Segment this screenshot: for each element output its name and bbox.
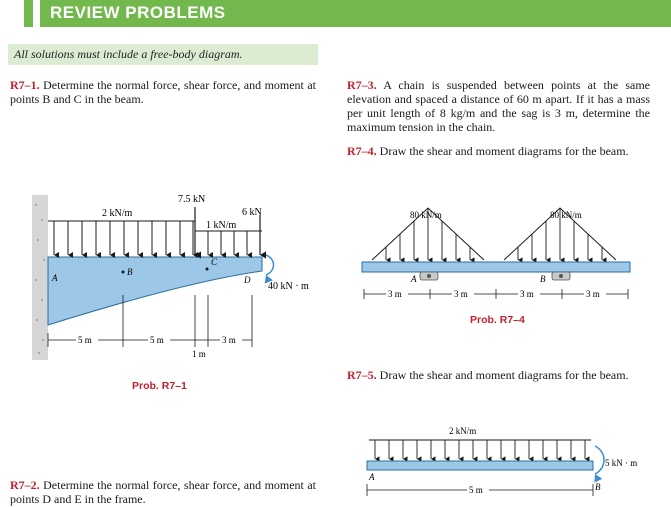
dimension-label: 5 m: [150, 335, 164, 345]
point-marker: [122, 271, 125, 274]
support-a: [420, 272, 438, 280]
dimension-label: 3 m: [388, 289, 402, 299]
point-label: C: [211, 257, 218, 267]
load-label: 2 kN/m: [102, 208, 133, 219]
problem-text: Draw the shear and moment diagrams for the beam.: [379, 144, 629, 158]
load-arrows: [375, 440, 585, 459]
moment-arrow: [266, 255, 274, 275]
dimension-label: 3 m: [454, 289, 468, 299]
problem-text: Determine the normal force, shear force, and moment at points B and C in the beam.: [10, 78, 317, 106]
figure-r7-1: [30, 185, 320, 365]
load-label: 7.5 kN: [178, 194, 206, 205]
support-b: [552, 272, 570, 280]
point-marker: [206, 268, 209, 271]
problem-number: R7–5.: [347, 368, 377, 382]
problem-text: Draw the shear and moment diagrams for the beam.: [379, 368, 629, 382]
load-label: 1 kN/m: [206, 220, 237, 231]
problem-number: R7–2.: [10, 478, 40, 492]
load-label: 2 kN/m: [449, 426, 477, 436]
moment-arrow: [595, 446, 604, 474]
dimension-label: 1 m: [192, 349, 206, 359]
point-label: A: [369, 472, 375, 482]
load-label: 80 kN/m: [410, 210, 442, 220]
problem-text: A chain is suspended between points at the same elevation and spaced a distance of 60 m apart. If it has a mass per unit length of 8 kg/m and the sag is 3 m, determine the maximum tension in the chain.: [347, 78, 650, 134]
dimension-label: 3 m: [520, 289, 534, 299]
moment-label: 40 kN · m: [268, 281, 309, 292]
dimension-label: 3 m: [586, 289, 600, 299]
beam: [367, 461, 593, 470]
beam: [362, 262, 630, 272]
problem-text: Determine the normal force, shear force, and moment at points D and E in the frame.: [10, 478, 317, 506]
figure-r7-5: [355, 420, 667, 507]
section-title: REVIEW PROBLEMS: [50, 3, 226, 22]
problem-r7-2: [10, 478, 316, 506]
header-stripe: [24, 0, 33, 27]
dimension-label: 5 m: [469, 485, 483, 495]
note-text: All solutions must include a free-body diagram.: [14, 47, 243, 61]
problem-number: R7–4.: [347, 144, 377, 158]
moment-label: 5 kN · m: [605, 458, 638, 468]
dimension-label: 5 m: [78, 335, 92, 345]
problem-r7-3: [347, 78, 650, 134]
figure-caption: Prob. R7–4: [470, 314, 525, 326]
load-arrows-left: [54, 221, 193, 255]
point-label: B: [595, 482, 601, 492]
load-label: 80 kN/m: [550, 210, 582, 220]
point-label: A: [52, 273, 58, 283]
wall: [32, 195, 48, 360]
point-label: B: [540, 274, 546, 284]
dimension-label: 3 m: [222, 335, 236, 345]
problem-r7-1: [10, 78, 316, 106]
problem-number: R7–3.: [347, 78, 377, 92]
problem-number: R7–1.: [10, 78, 40, 92]
figure-caption: Prob. R7–1: [132, 380, 187, 392]
load-arrows-right: [208, 231, 247, 255]
point-label: B: [127, 267, 133, 277]
problem-r7-5: [347, 368, 650, 382]
point-label: D: [244, 275, 251, 285]
figure-r7-4: [358, 200, 658, 305]
load-label: 6 kN: [242, 207, 262, 218]
section-header: [0, 0, 671, 31]
problem-r7-4: [347, 144, 650, 158]
point-label: A: [411, 274, 417, 284]
tapered-beam: [48, 257, 262, 325]
